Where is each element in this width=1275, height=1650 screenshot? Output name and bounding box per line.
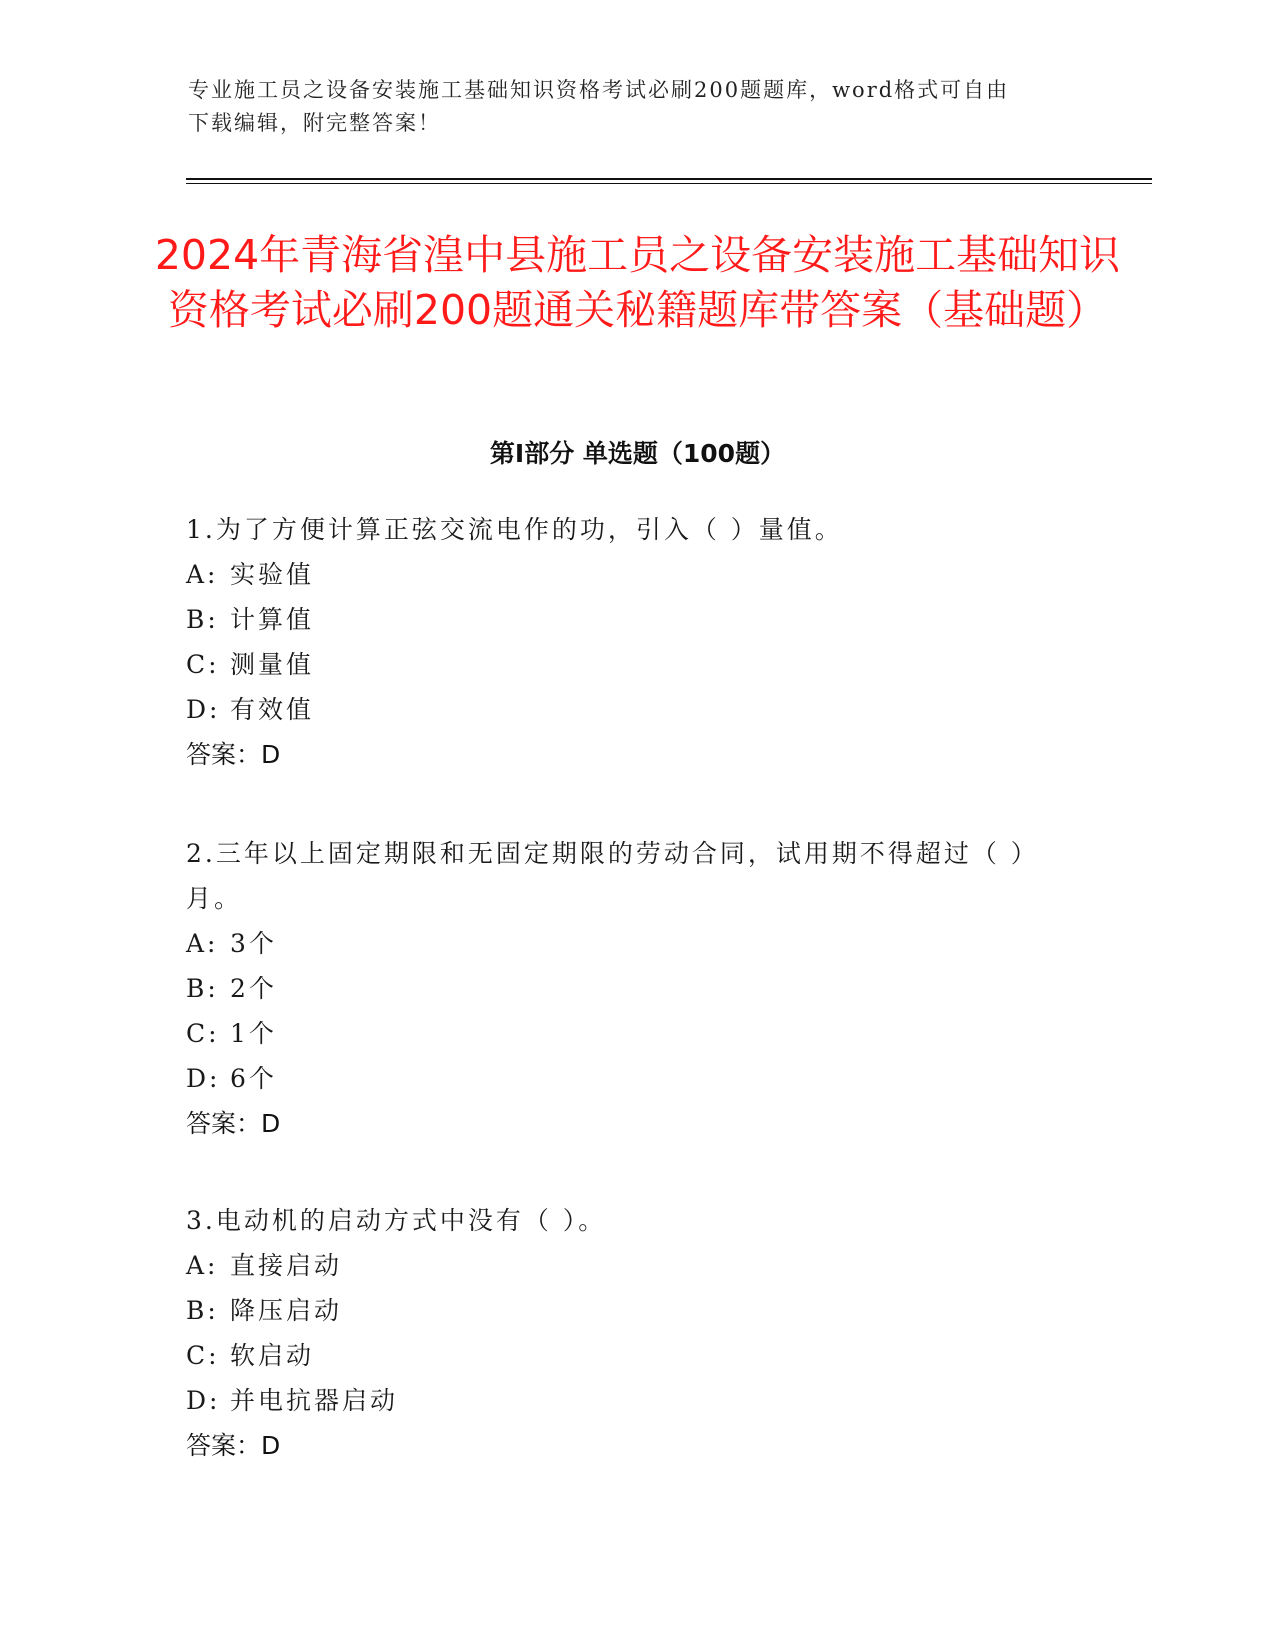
question-3 bbox=[186, 1198, 1086, 1468]
header-divider-thick bbox=[186, 178, 1152, 180]
option-letter: B: bbox=[186, 1296, 219, 1325]
question-stem: 3.电动机的启动方式中没有（ ）。 bbox=[186, 1206, 607, 1235]
option-c bbox=[186, 642, 1086, 687]
option-a bbox=[186, 552, 1086, 597]
answer: 答案：D bbox=[186, 740, 281, 769]
option-letter: B: bbox=[186, 974, 219, 1003]
question-stem: 2.三年以上固定期限和无固定期限的劳动合同，试用期不得超过（ ）月。 bbox=[186, 839, 1039, 913]
option-b bbox=[186, 966, 1086, 1011]
question-stem: 1.为了方便计算正弦交流电作的功，引入（ ）量值。 bbox=[186, 515, 843, 544]
option-letter: C: bbox=[186, 650, 220, 679]
option-a bbox=[186, 921, 1086, 966]
option-letter: A: bbox=[186, 929, 219, 958]
option-text: 并电抗器启动 bbox=[230, 1386, 399, 1415]
option-text: 1个 bbox=[230, 1019, 277, 1048]
option-text: 3个 bbox=[230, 929, 277, 958]
option-d bbox=[186, 1378, 1086, 1423]
option-letter: D: bbox=[186, 1386, 221, 1415]
header-note: 专业施工员之设备安装施工基础知识资格考试必刷200题题库，word格式可自由 下载编辑，附完整答案！ bbox=[188, 78, 1010, 135]
header-divider-thin bbox=[186, 183, 1152, 184]
option-a bbox=[186, 1243, 1086, 1288]
option-letter: A: bbox=[186, 1251, 219, 1280]
option-c bbox=[186, 1011, 1086, 1056]
question-1 bbox=[186, 507, 1086, 777]
option-text: 软启动 bbox=[230, 1341, 315, 1370]
option-d bbox=[186, 1056, 1086, 1101]
option-c bbox=[186, 1333, 1086, 1378]
document-title: 2024年青海省湟中县施工员之设备安装施工基础知识资格考试必刷200题通关秘籍题库带答案（基础题） bbox=[154, 231, 1121, 334]
option-letter: C: bbox=[186, 1341, 220, 1370]
question-2 bbox=[186, 831, 1086, 1146]
option-text: 实验值 bbox=[230, 560, 315, 589]
option-text: 2个 bbox=[230, 974, 277, 1003]
option-text: 直接启动 bbox=[230, 1251, 343, 1280]
option-letter: A: bbox=[186, 560, 219, 589]
option-b bbox=[186, 597, 1086, 642]
answer: 答案：D bbox=[186, 1109, 281, 1138]
option-text: 降压启动 bbox=[230, 1296, 343, 1325]
option-letter: B: bbox=[186, 605, 219, 634]
option-text: 6个 bbox=[230, 1064, 277, 1093]
option-text: 有效值 bbox=[230, 695, 315, 724]
option-letter: D: bbox=[186, 1064, 221, 1093]
option-d bbox=[186, 687, 1086, 732]
option-b bbox=[186, 1288, 1086, 1333]
option-letter: C: bbox=[186, 1019, 220, 1048]
section-title: 第Ⅰ部分 单选题（100题） bbox=[489, 439, 786, 468]
option-letter: D: bbox=[186, 695, 221, 724]
answer: 答案：D bbox=[186, 1431, 281, 1460]
option-text: 计算值 bbox=[230, 605, 315, 634]
option-text: 测量值 bbox=[230, 650, 315, 679]
